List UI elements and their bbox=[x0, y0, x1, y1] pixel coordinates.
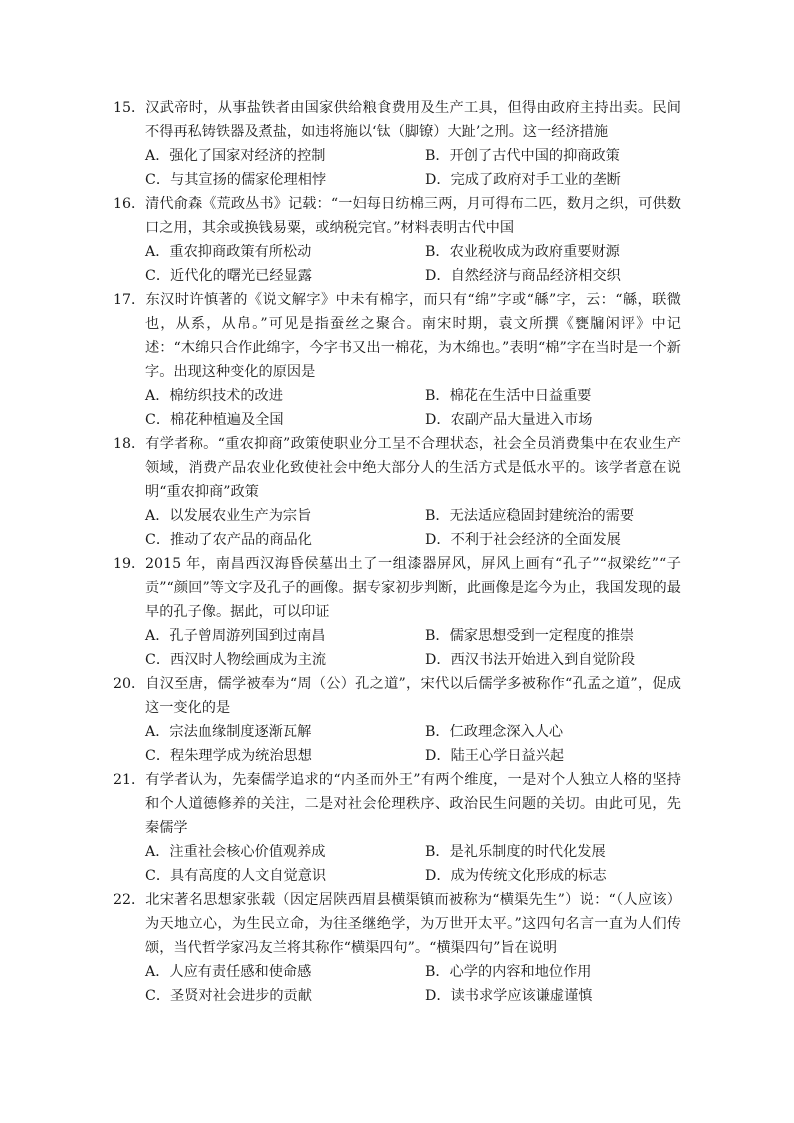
option-c: C．圣贤对社会进步的贡献 bbox=[145, 988, 312, 1004]
options-grid bbox=[113, 144, 681, 192]
option-d: D．农副产品大量进入市场 bbox=[425, 412, 593, 428]
question-stem: 2015 年，南昌西汉海昏侯墓出土了一组漆器屏风，屏风上画有“孔子”“叔梁纥”“子贡”“颜回”等文字及孔子的画像。据专家初步判断，此画像是迄今为止，我国发现的最早的孔子像。据此，可以印证 bbox=[145, 556, 681, 620]
option-d: D．西汉书法开始进入到自觉阶段 bbox=[425, 652, 636, 668]
question-19 bbox=[113, 552, 681, 672]
options-grid bbox=[113, 504, 681, 552]
question-stem: 清代俞森《荒政丛书》记载：“一妇每日纺棉三两，月可得布二匹，数月之织，可供数口之用，其余或换钱易粟，或纳税完官。”材料表明古代中国 bbox=[145, 196, 681, 236]
options-grid bbox=[113, 720, 681, 768]
option-b: B．儒家思想受到一定程度的推崇 bbox=[425, 628, 635, 644]
option-b: B．开创了古代中国的抑商政策 bbox=[425, 148, 620, 164]
question-number: 15． bbox=[113, 100, 146, 116]
option-d: D．陆王心学日益兴起 bbox=[425, 748, 565, 764]
question-stem: 北宋著名思想家张载（因定居陕西眉县横渠镇而被称为“横渠先生”）说：“（人应该）为天地立心，为生民立命，为往圣继绝学，为万世开太平。”这四句名言一直为人们传颂，当代哲学家冯友兰将其称作“横渠四句”。“横渠四句”旨在说明 bbox=[145, 892, 681, 956]
question-20 bbox=[113, 672, 681, 768]
question-18 bbox=[113, 432, 681, 552]
question-number: 17． bbox=[113, 292, 146, 308]
question-16 bbox=[113, 192, 681, 288]
option-b: B．农业税收成为政府重要财源 bbox=[425, 244, 620, 260]
question-number: 20． bbox=[113, 676, 146, 692]
option-c: C．具有高度的人文自觉意识 bbox=[145, 868, 327, 884]
question-21 bbox=[113, 768, 681, 888]
options-grid bbox=[113, 624, 681, 672]
option-a: A．注重社会核心价值观养成 bbox=[145, 844, 326, 860]
options-grid bbox=[113, 384, 681, 432]
exam-page bbox=[113, 96, 681, 1008]
option-b: B．无法适应稳固封建统治的需要 bbox=[425, 508, 635, 524]
question-stem: 自汉至唐，儒学被奉为“周（公）孔之道”，宋代以后儒学多被称作“孔孟之道”，促成这一变化的是 bbox=[145, 676, 681, 716]
option-d: D．自然经济与商品经济相交织 bbox=[425, 268, 621, 284]
option-a: A．宗法血缘制度逐渐瓦解 bbox=[145, 724, 312, 740]
question-stem: 汉武帝时，从事盐铁者由国家供给粮食费用及生产工具，但得由政府主持出卖。民间不得再私铸铁器及煮盐，如违将施以‘钛（脚镣）大趾’之刑。这一经济措施 bbox=[145, 100, 681, 140]
question-number: 19． bbox=[113, 556, 146, 572]
option-a: A．棉纺织技术的改进 bbox=[145, 388, 283, 404]
option-b: B．棉花在生活中日益重要 bbox=[425, 388, 592, 404]
option-b: B．仁政理念深入人心 bbox=[425, 724, 564, 740]
option-c: C．程朱理学成为统治思想 bbox=[145, 748, 312, 764]
option-d: D．成为传统文化形成的标志 bbox=[425, 868, 607, 884]
question-22 bbox=[113, 888, 681, 1008]
options-grid bbox=[113, 960, 681, 1008]
option-c: C．西汉时人物绘画成为主流 bbox=[145, 652, 327, 668]
option-d: D．读书求学应该谦虚谨慎 bbox=[425, 988, 593, 1004]
question-15 bbox=[113, 96, 681, 192]
question-stem: 有学者称。“重农抑商”政策使职业分工呈不合理状态，社会全员消费集中在农业生产领域，消费产品农业化致使社会中绝大部分人的生活方式是低水平的。该学者意在说明“重农抑商”政策 bbox=[145, 436, 681, 500]
option-d: D．完成了政府对手工业的垄断 bbox=[425, 172, 621, 188]
option-c: C．棉花种植遍及全国 bbox=[145, 412, 284, 428]
option-c: C．与其宣扬的儒家伦理相悖 bbox=[145, 172, 327, 188]
question-number: 16． bbox=[113, 196, 146, 212]
option-a: A．强化了国家对经济的控制 bbox=[145, 148, 326, 164]
options-grid bbox=[113, 240, 681, 288]
option-d: D．不利于社会经济的全面发展 bbox=[425, 532, 621, 548]
option-a: A．人应有责任感和使命感 bbox=[145, 964, 312, 980]
question-number: 22． bbox=[113, 892, 146, 908]
question-number: 21． bbox=[113, 772, 146, 788]
option-a: A．以发展农业生产为宗旨 bbox=[145, 508, 312, 524]
question-number: 18． bbox=[113, 436, 146, 452]
option-b: B．是礼乐制度的时代化发展 bbox=[425, 844, 606, 860]
option-c: C．推动了农产品的商品化 bbox=[145, 532, 312, 548]
option-a: A．重农抑商政策有所松动 bbox=[145, 244, 312, 260]
question-stem: 有学者认为，先秦儒学追求的“内圣而外王”有两个维度，一是对个人独立人格的坚持和个人道德修养的关注，二是对社会伦理秩序、政治民生问题的关切。由此可见，先秦儒学 bbox=[145, 772, 681, 836]
option-c: C．近代化的曙光已经显露 bbox=[145, 268, 312, 284]
question-17 bbox=[113, 288, 681, 432]
option-a: A．孔子曾周游列国到过南昌 bbox=[145, 628, 326, 644]
option-b: B．心学的内容和地位作用 bbox=[425, 964, 592, 980]
options-grid bbox=[113, 840, 681, 888]
question-stem: 东汉时许慎著的《说文解字》中未有棉字，而只有“绵”字或“緜”字，云：“緜，联微也，从系，从帛。”可见是指蚕丝之聚合。南宋时期，袁文所撰《甕牖闲评》中记述：“木绵只合作此绵字，今字书又出一棉花，为木绵也。”表明“棉”字在当时是一个新字。出现这种变化的原因是 bbox=[145, 292, 681, 380]
